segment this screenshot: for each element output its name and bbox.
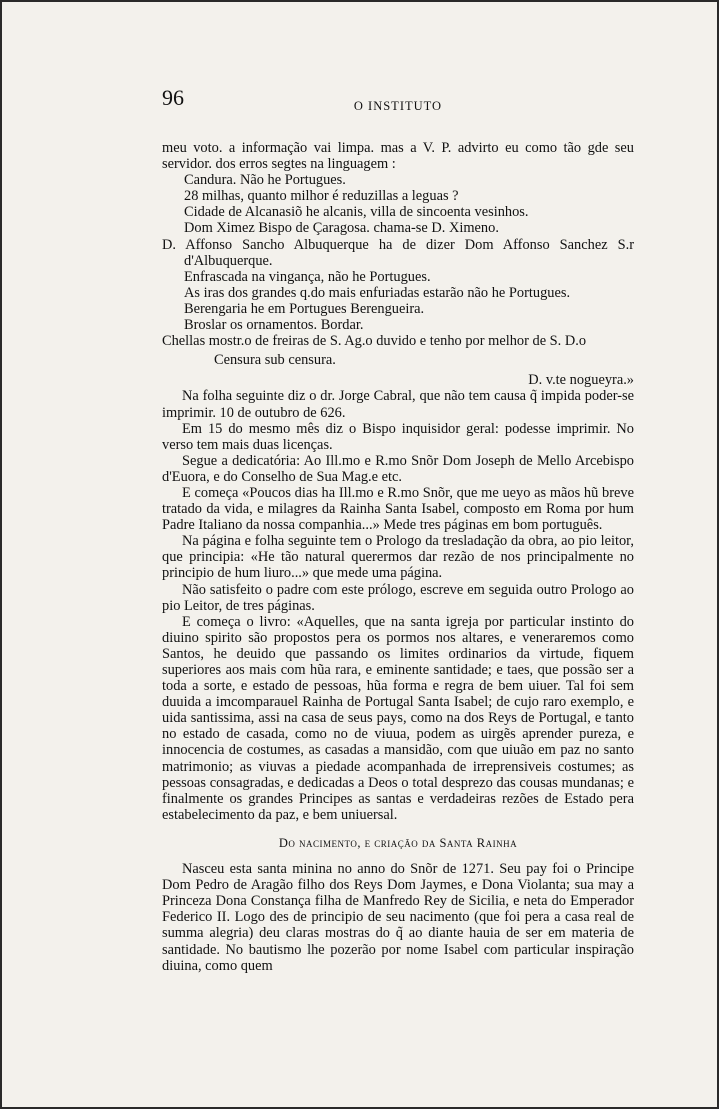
censura-line: Censura sub censura. <box>214 352 336 369</box>
letter-line: Broslar os ornamentos. Bordar. <box>184 317 364 334</box>
running-head: O INSTITUTO <box>353 99 443 113</box>
paragraph: E começa «Poucos dias ha Ill.mo e R.mo Snõr, que me ueyo as mãos hũ breve tratado da vida, e milagres da Rainha Santa Isabel, composto em Roma por hum Padre Italiano da nossa companhia...» Mede tres páginas em bom português. <box>162 484 634 534</box>
page-header <box>162 85 634 140</box>
page-number: 96 <box>162 85 184 110</box>
letter-line: Dom Ximez Bispo de Çaragosa. chama-se D. Ximeno. <box>184 220 499 237</box>
letter-line: D. Affonso Sancho Albuquerque ha de dizer Dom Affonso Sanchez S.r d'Albuquerque. <box>162 236 634 269</box>
paragraph: Não satisfeito o padre com este prólogo, escreve em seguida outro Prologo ao pio Leitor, de tres páginas. <box>162 581 634 614</box>
letter-line: Cidade de Alcanasiõ he alcanis, villa de sincoenta vesinhos. <box>184 204 529 221</box>
letter-line: As iras dos grandes q.do mais enfuriadas estarão não he Portugues. <box>184 284 571 301</box>
paragraph: Segue a dedicatória: Ao Ill.mo e R.mo Snõr Dom Joseph de Mello Arcebispo d'Euora, e do Conselho de Sua Mag.e etc. <box>162 452 634 485</box>
paragraph: E começa o livro: «Aquelles, que na santa igreja por particular instinto do diuino spirito são propostos pera os pormos nos altares, e veneraremos como Santos, he deuido que passando os limites ordinarios da virtude, fiquem superiores aos mais com hũa rara, e eminente santidade; e taes, que possão ser a toda a sorte, e estado de pessoas, hũa forma e regra de bem uiuer. Tal foi sem duuida a imcomparauel Rainha de Portugal Santa Isabel; de cujo raro exemplo, e uida santissima, assi na casa de seus pays, como na dos Reys de Portugal, e tanto no estado de casada, como no de viuua, podem as uirgẽs aprender pureza, e innocencia de costumes, as casadas a mansidão, com que uiuão em paz no santo matrimonio; as viuvas a piedade acompanhada de irreprensiveis costumes; as pessoas consagradas, e dedicadas a Deos o total desprezo das cousas mundanas; e finalmente os grandes Principes as santas e verdadeiras rezões de Estado pera estabelecimento da paz, e bem uniuersal. <box>162 613 634 823</box>
letter-line: meu voto. a informação vai limpa. mas a V. P. advirto eu como tão gde seu servidor. dos erros segtes na linguagem : <box>162 140 634 173</box>
letter-line: Chellas mostr.o de freiras de S. Ag.o duvido e tenho por melhor de S. D.o <box>162 333 587 350</box>
section-title: Do nacimento, e criação da Santa Rainha <box>278 835 518 850</box>
paragraph: Na página e folha seguinte tem o Prologo da tresladação da obra, ao pio leitor, que principia: «He tão natural querermos dar rezão de nos principalmente no principio de hum liuro...» que mede uma página. <box>162 533 634 582</box>
letter-line: Candura. Não he Portugues. <box>184 172 346 189</box>
paragraph: Em 15 do mesmo mês diz o Bispo inquisidor geral: podesse imprimir. No verso tem mais duas licenças. <box>162 420 634 453</box>
letter-line: Berengaria he em Portugues Berengueira. <box>184 300 425 317</box>
paragraph: Nasceu esta santa minina no anno do Snõr de 1271. Seu pay foi o Principe Dom Pedro de Aragão filho dos Reys Dom Jaymes, e Dona Violanta; sua may a Princeza Dona Constança filha de Manfredo Rey de Sicilia, e neta do Emperador Federico II. Logo des de principio de seu nacimento (que foi pera a casa real de summa alegria) deu claras mostras do q̃ ao diante hauia de ser em materia de santidade. No bautismo lhe pozerão por nome Isabel com particular inspiração diuina, como quem <box>162 861 634 974</box>
signature-line: D. v.te nogueyra.» <box>528 372 634 389</box>
paragraph: Na folha seguinte diz o dr. Jorge Cabral, que não tem causa q̃ impida poder-se imprimir. 10 de outubro de 626. <box>162 388 634 421</box>
page-body <box>162 85 634 974</box>
letter-line: Enfrascada na vingança, não he Portugues. <box>184 268 431 285</box>
letter-line: 28 milhas, quanto milhor é reduzillas a leguas ? <box>184 188 459 205</box>
